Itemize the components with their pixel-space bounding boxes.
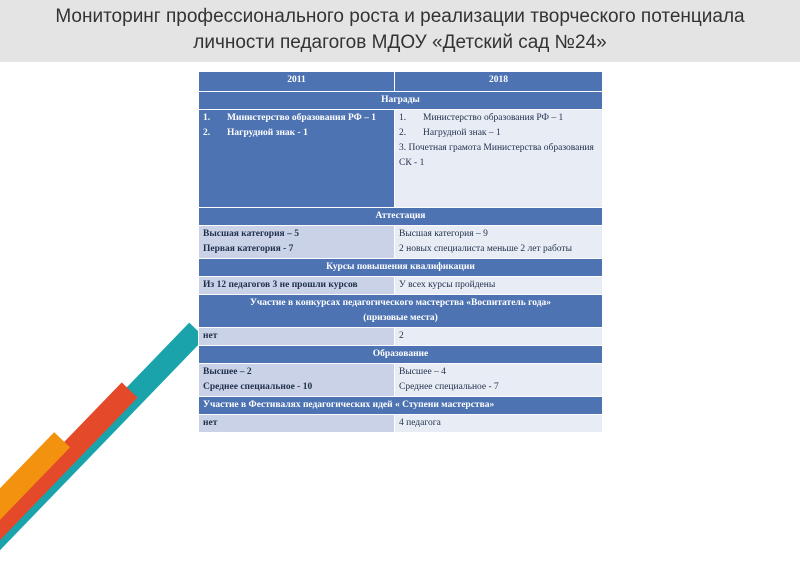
festival-2018-cell: 4 педагога [395,415,603,433]
section-header-attestation: Аттестация [199,208,603,226]
title-line-2: личности педагогов МДОУ «Детский сад №24» [193,32,607,53]
slide-title [0,4,800,56]
column-header-2011: 2011 [199,72,395,92]
list-item: 1. Министерство образования РФ – 1 [203,113,377,123]
festival-2011-cell: нет [199,415,395,433]
attestation-2018-cell: Высшая категория – 9 2 новых специалиста меньше 2 лет работы [395,226,603,259]
contest-2011-cell: нет [199,328,395,346]
title-line-1: Мониторинг профессионального роста и реализации творческого потенциала [55,6,745,27]
monitoring-table [198,71,603,433]
contest-2018-cell: 2 [395,328,603,346]
list-item: 1. Министерство образования РФ – 1 [399,113,564,123]
section-header-awards: Награды [199,92,603,110]
column-header-2018: 2018 [395,72,603,92]
section-header-contest: Участие в конкурсах педагогического мастерства «Воспитатель года» (призовые места) [199,295,603,328]
decor-stripe-teal [0,323,205,575]
courses-2011-cell: Из 12 педагогов 3 не прошли курсов [199,277,395,295]
section-header-courses: Курсы повышения квалификации [199,259,603,277]
attestation-2011-cell: Высшая категория – 5 Первая категория - 7 [199,226,395,259]
list-item: 2. Нагрудной знак – 1 [399,128,501,138]
awards-2018-cell [395,110,603,208]
section-header-festival: Участие в Фестивалях педагогических идей « Ступени мастерства» [199,397,603,415]
awards-2011-cell [199,110,395,208]
courses-2018-cell: У всех курсы пройдены [395,277,603,295]
section-header-education: Образование [199,346,603,364]
list-item: 2. Нагрудной знак - 1 [203,128,308,138]
list-item: 3. Почетная грамота Министерства образования СК - 1 [399,143,594,168]
education-2018-cell: Высшее – 4 Среднее специальное - 7 [395,364,603,397]
education-2011-cell: Высшее – 2 Среднее специальное - 10 [199,364,395,397]
